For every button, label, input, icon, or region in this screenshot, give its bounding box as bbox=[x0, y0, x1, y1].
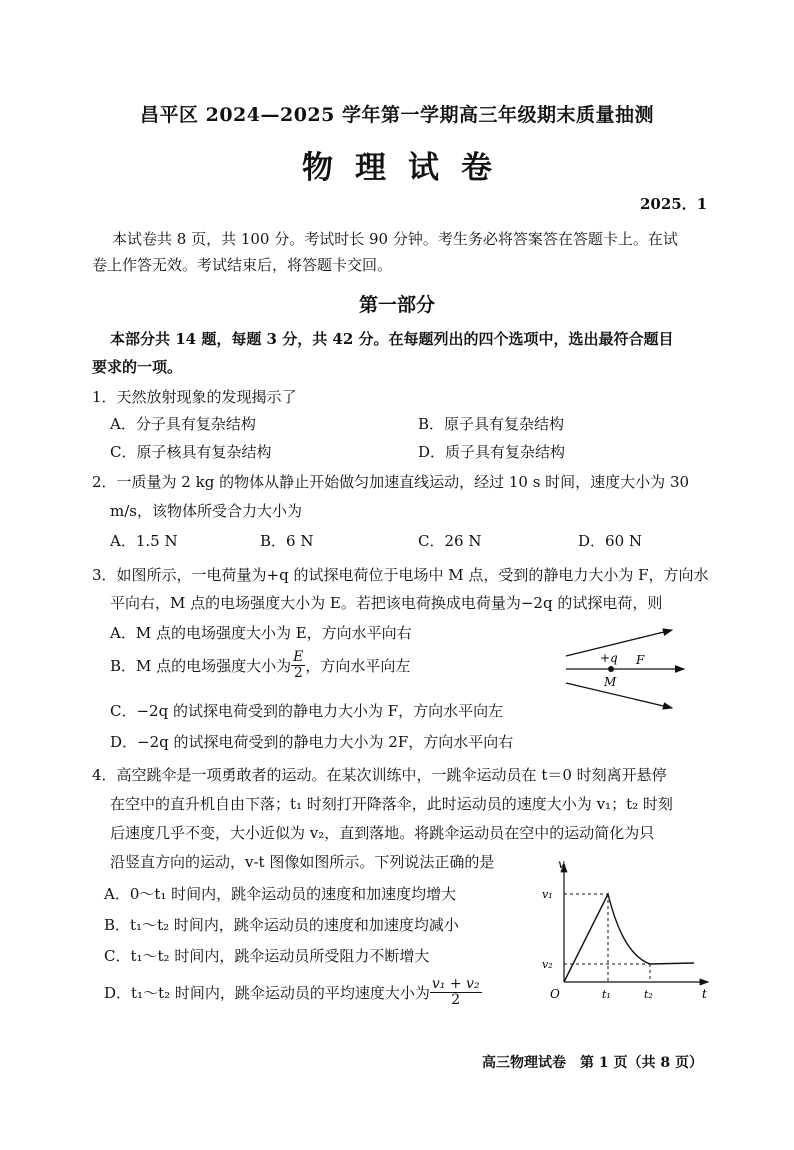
q3-stem-line-2: 平向右，M 点的电场强度大小为 E。若把该电荷换成电荷量为−2q 的试探电荷，则 bbox=[110, 594, 663, 612]
q2-option-d: D．60 N bbox=[578, 532, 643, 550]
instructions-line-2: 卷上作答无效。考试结束后，将答题卡交回。 bbox=[92, 256, 393, 274]
q4-option-c: C．t₁～t₂ 时间内，跳伞运动员所受阻力不断增大 bbox=[104, 947, 430, 965]
q1-option-a: A．分子具有复杂结构 bbox=[110, 415, 256, 433]
q1-option-b: B．原子具有复杂结构 bbox=[418, 415, 565, 433]
q4-option-d-fraction bbox=[430, 977, 482, 1009]
q2-option-a: A．1.5 N bbox=[110, 532, 178, 550]
t1-label: t₁ bbox=[602, 988, 611, 1001]
electric-field-figure bbox=[560, 622, 690, 714]
v-axis-label: v bbox=[558, 857, 565, 871]
q2-stem-line-2: m/s，该物体所受合力大小为 bbox=[110, 502, 302, 520]
q3-option-b-text-suffix: ，方向水平向左 bbox=[305, 657, 411, 676]
q3-option-d: D．−2q 的试探电荷受到的静电力大小为 2F，方向水平向右 bbox=[110, 733, 514, 751]
v2-label: v₂ bbox=[542, 958, 553, 971]
q1-option-c: C．原子核具有复杂结构 bbox=[110, 443, 272, 461]
q2-option-b: B．6 N bbox=[260, 532, 314, 550]
fraction-denominator: 2 bbox=[293, 665, 303, 682]
q3-stem-line-1: 3．如图所示，一电荷量为+q 的试探电荷位于电场中 M 点，受到的静电力大小为 F，方向水 bbox=[92, 566, 709, 584]
exam-title: 昌平区 2024—2025 学年第一学期高三年级期末质量抽测 bbox=[140, 104, 654, 126]
instructions-line-1: 本试卷共 8 页，共 100 分。考试时长 90 分钟。考生务必将答案答在答题卡上。在试 bbox=[112, 230, 678, 248]
section-intro-line-1: 本部分共 14 题，每题 3 分，共 42 分。在每题列出的四个选项中，选出最符合题目 bbox=[110, 330, 674, 348]
q3-option-b-fraction bbox=[291, 650, 305, 682]
q4-stem-line-4: 沿竖直方向的运动，v-t 图像如图所示。下列说法正确的是 bbox=[110, 853, 495, 871]
test-charge-dot bbox=[608, 666, 614, 672]
q4-option-a: A．0～t₁ 时间内，跳伞运动员的速度和加速度均增大 bbox=[104, 885, 457, 903]
t-axis-label: t bbox=[702, 987, 707, 1001]
t2-label: t₂ bbox=[644, 988, 653, 1001]
q3-option-b-text: B．M 点的电场强度大小为 bbox=[110, 657, 292, 676]
q3-option-a: A．M 点的电场强度大小为 E，方向水平向右 bbox=[110, 624, 412, 642]
q4-stem-line-2: 在空中的直升机自由下落；t₁ 时刻打开降落伞，此时运动员的速度大小为 v₁；t₂ 时刻 bbox=[110, 795, 673, 813]
q4-stem-line-3: 后速度几乎不变，大小近似为 v₂，直到落地。将跳伞运动员在空中的运动简化为只 bbox=[110, 824, 655, 842]
vt-curve bbox=[564, 894, 694, 982]
q4-option-b: B．t₁～t₂ 时间内，跳伞运动员的速度和加速度均减小 bbox=[104, 916, 459, 934]
q3-option-c: C．−2q 的试探电荷受到的静电力大小为 F，方向水平向左 bbox=[110, 702, 504, 720]
q4-option-d bbox=[104, 977, 482, 1009]
page-footer: 高三物理试卷 第 1 页（共 8 页） bbox=[482, 1055, 703, 1071]
subject-title: 物理试卷 bbox=[302, 150, 514, 186]
q4-stem-line-1: 4．高空跳伞是一项勇敢者的运动。在某次训练中，一跳伞运动员在 t＝0 时刻离开悬停 bbox=[92, 766, 667, 784]
q2-stem-line-1: 2．一质量为 2 kg 的物体从静止开始做匀加速直线运动，经过 10 s 时间，速度大小为 30 bbox=[92, 473, 690, 491]
q1-stem: 1．天然放射现象的发现揭示了 bbox=[92, 388, 297, 406]
origin-label: O bbox=[550, 987, 560, 1001]
fraction-numerator: E bbox=[293, 649, 304, 665]
q3-option-b bbox=[110, 650, 410, 682]
force-label: F bbox=[636, 653, 645, 667]
q4-option-d-text: D．t₁～t₂ 时间内，跳伞运动员的平均速度大小为 bbox=[104, 984, 430, 1003]
q1-option-d: D．质子具有复杂结构 bbox=[418, 443, 566, 461]
section-intro-line-2: 要求的一项。 bbox=[92, 358, 183, 376]
charge-label: +q bbox=[600, 651, 618, 665]
fraction-numerator: v₁ + v₂ bbox=[431, 976, 480, 992]
point-m-label: M bbox=[604, 675, 617, 689]
exam-date: 2025．1 bbox=[640, 195, 708, 213]
vt-graph bbox=[536, 856, 718, 1006]
fraction-denominator: 2 bbox=[451, 992, 461, 1009]
field-line-top bbox=[566, 630, 672, 656]
v1-label: v₁ bbox=[542, 888, 553, 901]
section-title: 第一部分 bbox=[358, 294, 435, 316]
q2-option-c: C．26 N bbox=[418, 532, 482, 550]
field-line-bottom bbox=[566, 683, 672, 708]
